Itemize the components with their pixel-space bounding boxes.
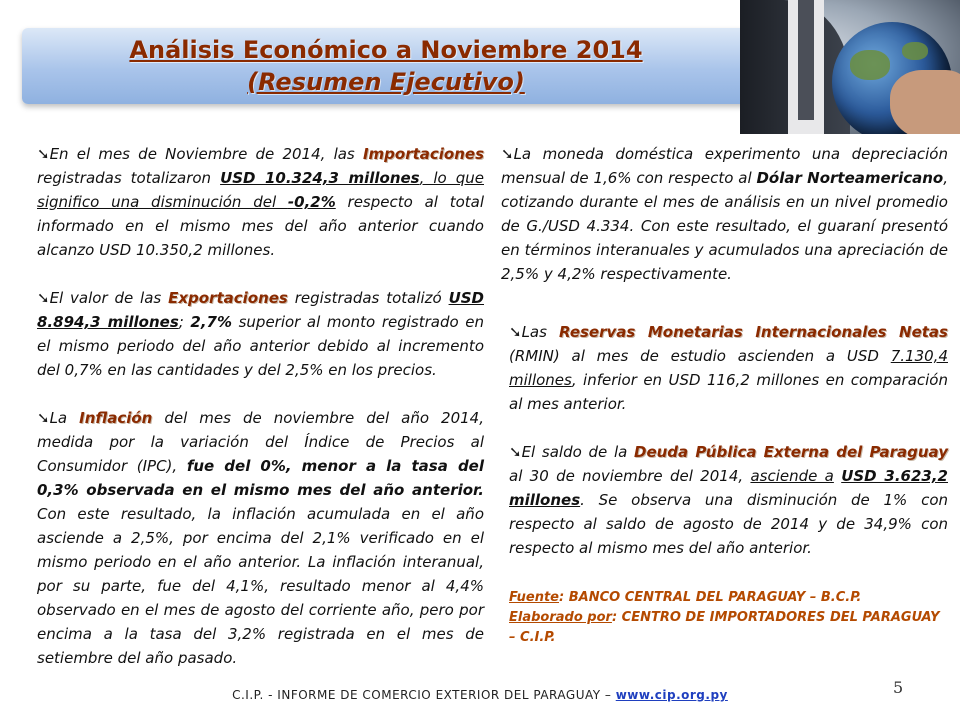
inflation-highlight: fue del 0%, menor a la tasa del 0,3% observada en el mismo mes del año anterior. bbox=[37, 457, 484, 499]
exports-pct: 2,7% bbox=[190, 313, 233, 331]
right-column-top bbox=[501, 142, 948, 286]
page-number: 5 bbox=[893, 678, 904, 697]
tie-shape bbox=[798, 0, 814, 120]
arrow-bullet-icon: ➘ bbox=[37, 409, 50, 427]
inflation-paragraph: ➘La Inflación del mes de noviembre del año 2014, medida por la variación del Índice de Precios al Consumidor (IPC), fue del 0%, menor a la tasa del 0,3% observada en el mismo mes del año anterior. Con este resultado, la inflación acumulada en el año asciende a 2,5%, por encima del 2,1% verificado en el mismo periodo en el año anterior. La inflación interanual, por su parte, fue del 4,1%, resultado menor al 4,4% observado en el mes de agosto del corriente año, pero por encima a la tasa del 3,2% registrada en el mes de setiembre del año pasado. bbox=[37, 409, 484, 667]
footer-text: C.I.P. - INFORME DE COMERCIO EXTERIOR DEL PARAGUAY – bbox=[232, 688, 616, 702]
debt-paragraph: ➘El saldo de la Deuda Pública Externa del Paraguay al 30 de noviembre del 2014, asciende a USD 3.623,2 millones. Se observa una disminución de 1% con respecto al saldo de agosto de 2014 y de 34,9% con respecto al mismo mes del año anterior. bbox=[509, 443, 948, 557]
header-photo bbox=[740, 0, 960, 134]
debt-amount: USD 3.623,2 millones bbox=[509, 467, 948, 509]
page-title: Análisis Económico a Noviembre 2014 bbox=[129, 36, 643, 64]
page-subtitle: (Resumen Ejecutivo) bbox=[247, 68, 525, 96]
arrow-bullet-icon: ➘ bbox=[509, 443, 522, 461]
reserves-paragraph: ➘Las Reservas Monetarias Internacionales Netas (RMIN) al mes de estudio ascienden a USD 7.130,4 millones, inferior en USD 116,2 millones en comparación al mes anterior. bbox=[509, 323, 948, 413]
reserves-keyword: Reservas Monetarias Internacionales Netas bbox=[559, 323, 948, 341]
right-column-bottom bbox=[509, 320, 948, 560]
imports-keyword: Importaciones bbox=[362, 145, 484, 163]
arrow-bullet-icon: ➘ bbox=[501, 145, 514, 163]
source-label: Fuente bbox=[509, 590, 559, 605]
exports-keyword: Exportaciones bbox=[168, 289, 288, 307]
hand-shape bbox=[890, 70, 960, 134]
imports-paragraph: ➘En el mes de Noviembre de 2014, las Importaciones registradas totalizaron USD 10.324,3 millones, lo que significo una disminución del -0,2% respecto al total informado en el mismo mes del año anterior cuando alcanzo USD 10.350,2 millones. bbox=[37, 145, 484, 259]
arrow-bullet-icon: ➘ bbox=[37, 145, 50, 163]
left-column bbox=[37, 142, 484, 670]
inflation-keyword: Inflación bbox=[79, 409, 153, 427]
exports-paragraph: ➘El valor de las Exportaciones registradas totalizó USD 8.894,3 millones; 2,7% superior al monto registrado en el mismo periodo del año anterior debido al incremento del 0,7% en las cantidades y del 2,5% en los precios. bbox=[37, 289, 484, 379]
debt-keyword: Deuda Pública Externa del Paraguay bbox=[634, 443, 948, 461]
arrow-bullet-icon: ➘ bbox=[509, 323, 522, 341]
footer bbox=[0, 688, 960, 702]
source-text: : BANCO CENTRAL DEL PARAGUAY – B.C.P. bbox=[559, 590, 862, 605]
reserves-amount: 7.130,4 millones bbox=[509, 347, 948, 389]
title-banner bbox=[22, 28, 750, 104]
elaborated-label: Elaborado por bbox=[509, 610, 612, 625]
exports-amount: USD 8.894,3 millones bbox=[37, 289, 484, 331]
arrow-bullet-icon: ➘ bbox=[37, 289, 50, 307]
website-link[interactable]: www.cip.org.py bbox=[615, 688, 728, 702]
elaborated-text: : CENTRO DE IMPORTADORES DEL PARAGUAY – C.I.P. bbox=[509, 610, 940, 645]
dollar-keyword: Dólar Norteamericano bbox=[756, 169, 944, 187]
source-note bbox=[509, 588, 949, 648]
imports-pct: -0,2% bbox=[287, 193, 336, 211]
imports-amount: USD 10.324,3 millones bbox=[220, 169, 420, 187]
currency-paragraph: ➘La moneda doméstica experimento una depreciación mensual de 1,6% con respecto al Dólar Norteamericano, cotizando durante el mes de análisis en un nivel promedio de G./USD 4.334. Con este resultado, el guaraní presentó en términos interanuales y acumulados una apreciación de 2,5% y 4,2% respectivamente. bbox=[501, 145, 949, 283]
